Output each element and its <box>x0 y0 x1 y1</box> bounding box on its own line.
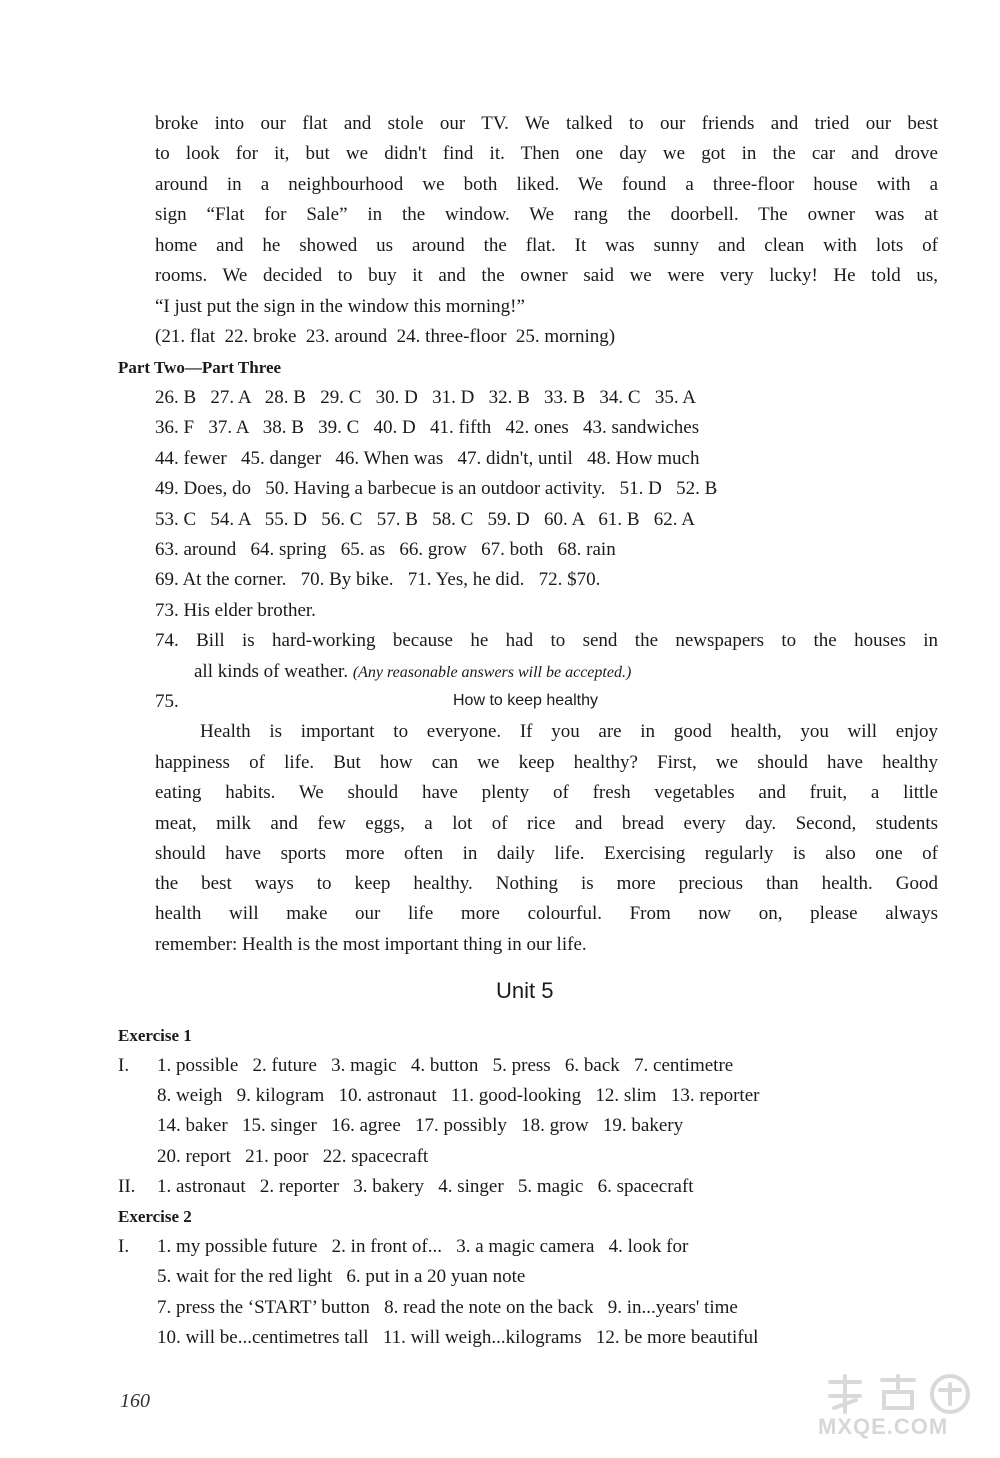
exercise-line: 7. press the ‘START’ button 8. read the note on the back 9. in...years' time <box>157 1297 738 1318</box>
answer-line: 63. around 64. spring 65. as 66. grow 67. both 68. rain <box>155 539 616 560</box>
essay-line: the best ways to keep healthy. Nothing is more precious than health. Good <box>155 873 938 894</box>
answer-line: 36. F 37. A 38. B 39. C 40. D 41. fifth 42. ones 43. sandwiches <box>155 417 700 438</box>
essay-line: Health is important to everyone. If you are in good health, you will enjoy <box>200 721 938 742</box>
exercise-line: 1. my possible future 2. in front of... 3. a magic camera 4. look for <box>157 1236 689 1257</box>
essay-line: happiness of life. But how can we keep healthy? First, we should have healthy <box>155 752 938 773</box>
essay-line: meat, milk and few eggs, a lot of rice and bread every day. Second, students <box>155 813 938 834</box>
exercise-2-heading: Exercise 2 <box>118 1207 192 1226</box>
watermark-glyphs-icon <box>800 1372 990 1416</box>
exercise-line: 5. wait for the red light 6. put in a 20 yuan note <box>157 1266 526 1287</box>
part-heading: Part Two—Part Three <box>118 358 282 377</box>
exercise-line: 1. astronaut 2. reporter 3. bakery 4. singer 5. magic 6. spacecraft <box>157 1176 694 1197</box>
answer-line: 69. At the corner. 70. By bike. 71. Yes, he did. 72. $70. <box>155 569 601 590</box>
exercise-1-heading: Exercise 1 <box>118 1026 192 1045</box>
answer-line: 53. C 54. A 55. D 56. C 57. B 58. C 59. D 60. A 61. B 62. A <box>155 509 695 530</box>
answer-line: 44. fewer 45. danger 46. When was 47. didn't, until 48. How much <box>155 448 700 469</box>
passage-line: sign “Flat for Sale” in the window. We rang the doorbell. The owner was at <box>155 204 938 225</box>
exercise-line: 10. will be...centimetres tall 11. will weigh...kilograms 12. be more beautiful <box>157 1327 759 1348</box>
watermark-text: MXQE.COM <box>818 1414 949 1439</box>
exercise-line: 20. report 21. poor 22. spacecraft <box>157 1146 429 1167</box>
answer-74-line2 <box>194 661 631 684</box>
roman-numeral: I. <box>118 1236 130 1257</box>
answer-line: 73. His elder brother. <box>155 600 316 621</box>
roman-numeral: I. <box>118 1055 130 1076</box>
passage-answers: (21. flat 22. broke 23. around 24. three-floor 25. morning) <box>155 326 616 347</box>
passage-line: around in a neighbourhood we both liked. We found a three-floor house with a <box>155 174 938 195</box>
answer-75-number: 75. <box>155 691 179 712</box>
essay-title: How to keep healthy <box>453 692 598 709</box>
answer-74-note: (Any reasonable answers will be accepted.) <box>352 664 632 681</box>
watermark-logo <box>800 1372 990 1452</box>
answer-line: 26. B 27. A 28. B 29. C 30. D 31. D 32. B 33. B 34. C 35. A <box>155 387 697 408</box>
passage-line: broke into our flat and stole our TV. We talked to our friends and tried our best <box>155 113 938 134</box>
exercise-line: 14. baker 15. singer 16. agree 17. possibly 18. grow 19. bakery <box>157 1115 684 1136</box>
unit-title: Unit 5 <box>496 978 554 1003</box>
passage-line: “I just put the sign in the window this morning!” <box>155 296 525 317</box>
passage-line: home and he showed us around the flat. It was sunny and clean with lots of <box>155 235 938 256</box>
passage-line: rooms. We decided to buy it and the owner said we were very lucky! He told us, <box>155 265 938 286</box>
passage-line: to look for it, but we didn't find it. Then one day we got in the car and drove <box>155 143 938 164</box>
page-number: 160 <box>120 1390 150 1412</box>
essay-line: health will make our life more colourful. From now on, please always <box>155 903 938 924</box>
exercise-line: 8. weigh 9. kilogram 10. astronaut 11. good-looking 12. slim 13. reporter <box>157 1085 760 1106</box>
answer-74-line1: 74. Bill is hard-working because he had to send the newspapers to the houses in <box>155 630 938 651</box>
essay-line: should have sports more often in daily life. Exercising regularly is also one of <box>155 843 938 864</box>
exercise-line: 1. possible 2. future 3. magic 4. button 5. press 6. back 7. centimetre <box>157 1055 734 1076</box>
essay-line: eating habits. We should have plenty of fresh vegetables and fruit, a little <box>155 782 938 803</box>
answer-line: 49. Does, do 50. Having a barbecue is an outdoor activity. 51. D 52. B <box>155 478 718 499</box>
roman-numeral: II. <box>118 1176 136 1197</box>
essay-line: remember: Health is the most important thing in our life. <box>155 934 587 955</box>
answer-74-text: all kinds of weather. <box>194 661 349 682</box>
